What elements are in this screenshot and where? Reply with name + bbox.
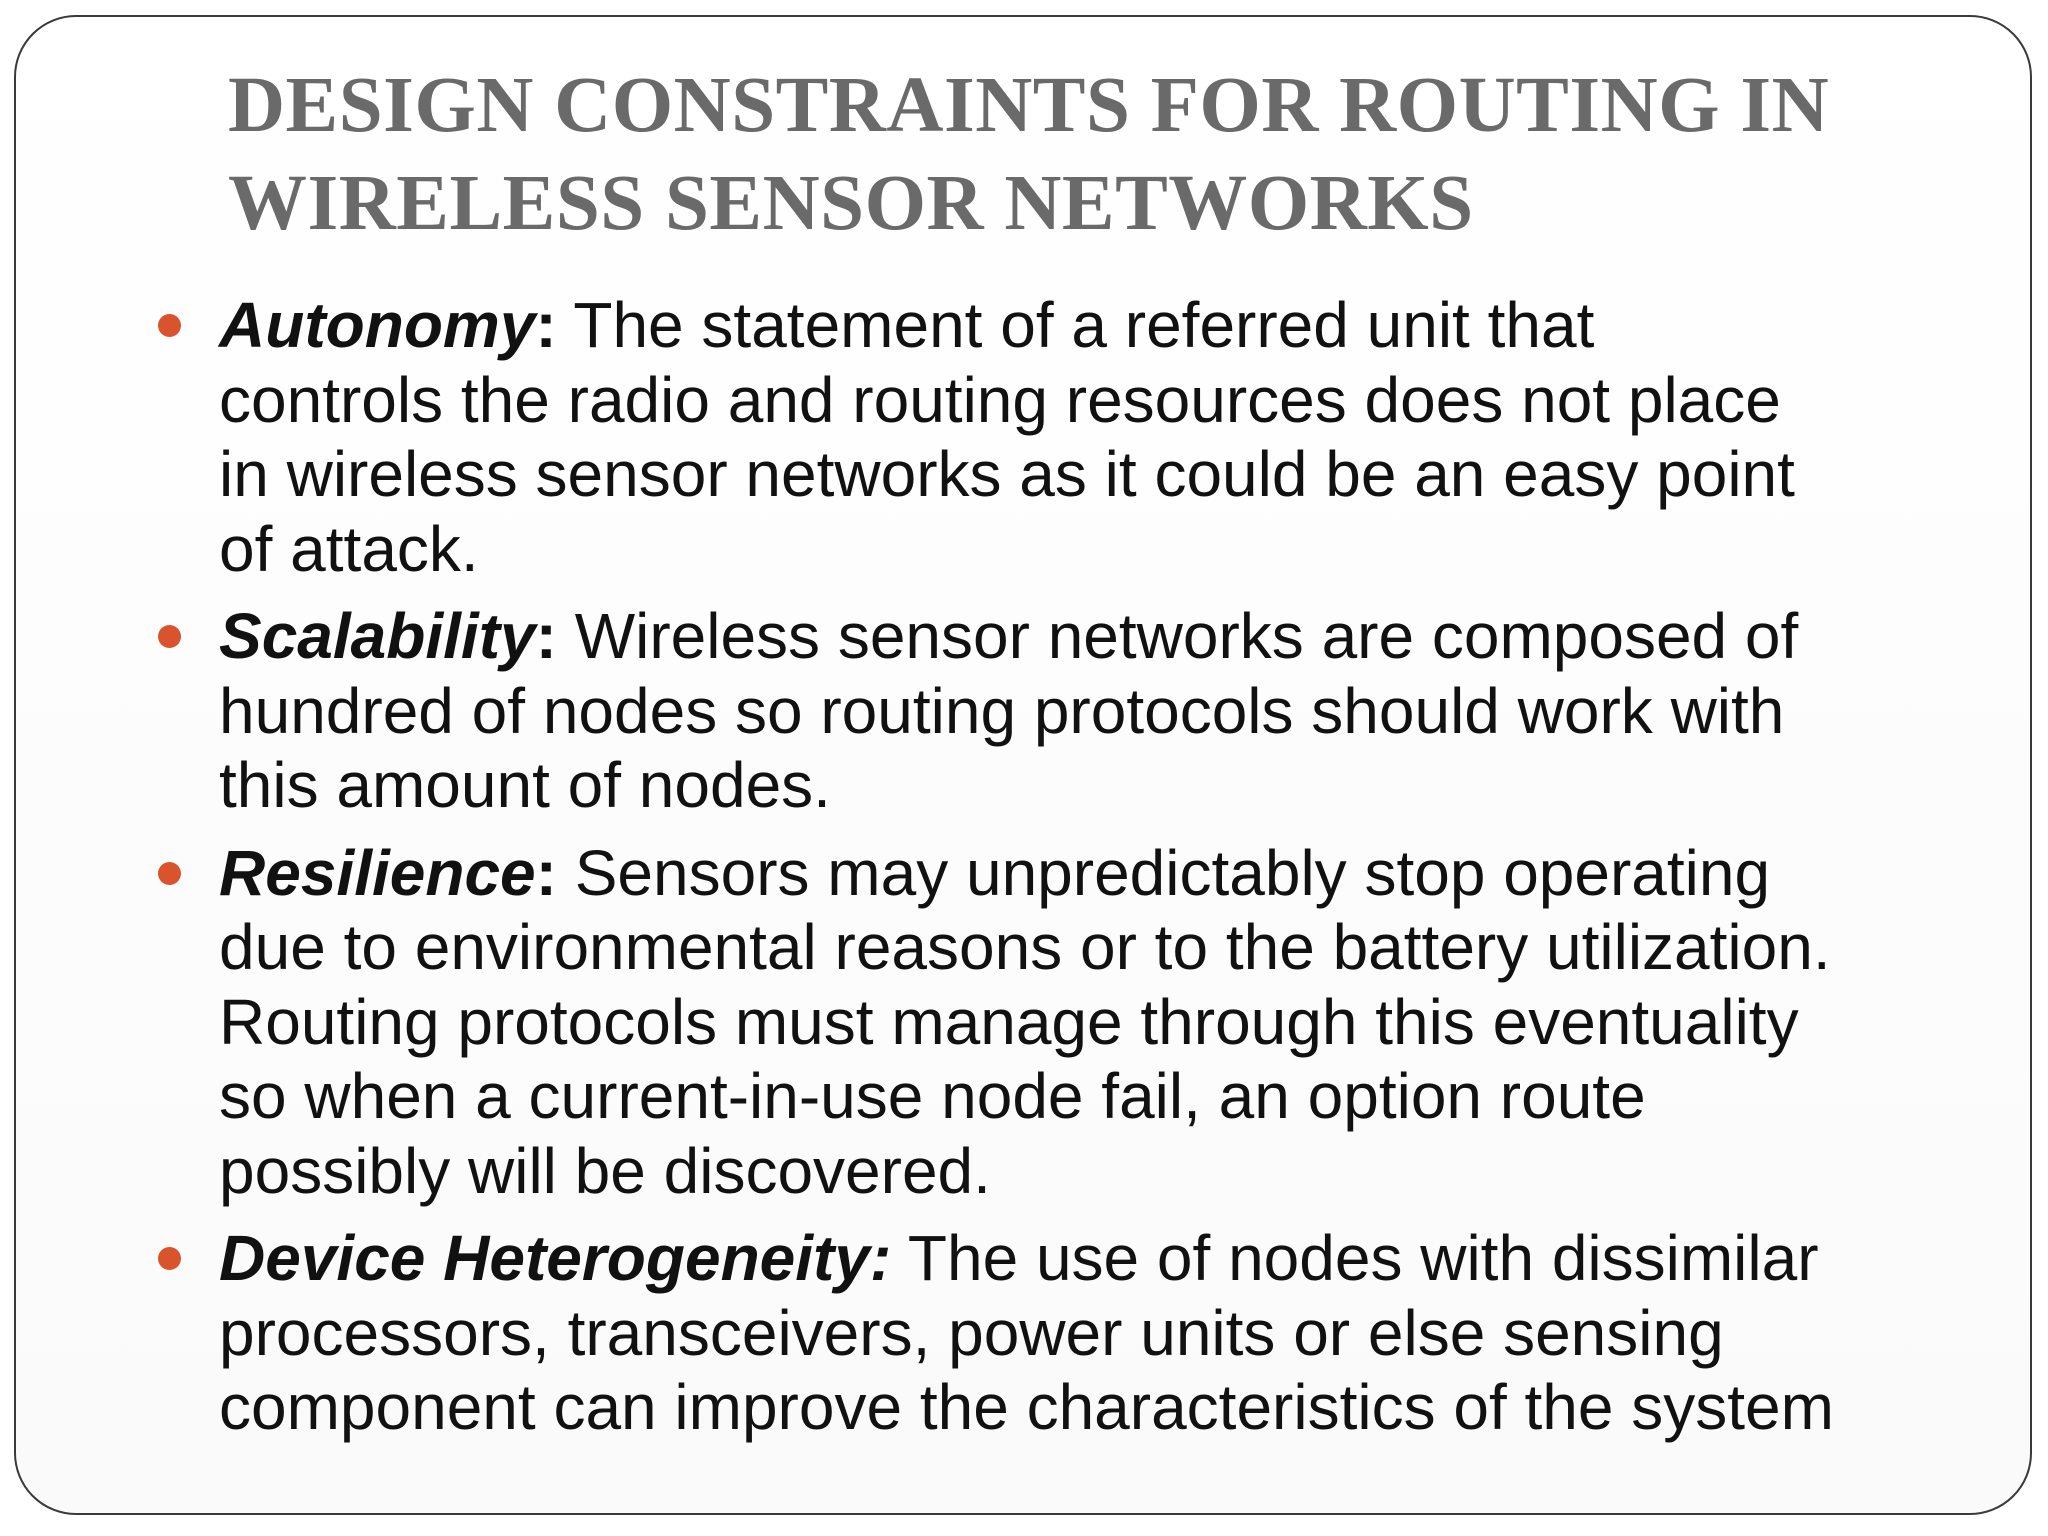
- bullet-resilience: [204, 836, 2004, 1209]
- bullet-line: [219, 599, 2004, 674]
- bullet-term: Resilience: [219, 836, 536, 909]
- slide-title-line-1: DESIGN CONSTRAINTS FOR ROUTING IN: [228, 62, 1830, 149]
- bullet-line: due to environmental reasons or to the battery utilization.: [219, 911, 1831, 983]
- bullet-line: [219, 1221, 2004, 1296]
- bullet-text: The statement of a referred unit that: [556, 289, 1595, 361]
- bullet-dot-icon: [158, 314, 181, 337]
- bullet-line: processors, transceivers, power units or else sensing: [219, 1296, 1724, 1369]
- slide-title-line-2: WIRELESS SENSOR NETWORKS: [228, 160, 1474, 247]
- bullet-scalability: [204, 599, 2004, 823]
- bullet-dot-icon: [158, 625, 181, 648]
- bullet-line: [219, 836, 2004, 911]
- bullet-colon: :: [535, 289, 557, 361]
- bullet-colon: :: [535, 600, 557, 672]
- bullet-term: Autonomy: [219, 289, 536, 361]
- bullet-line: hundred of nodes so routing protocols should work with: [219, 674, 1785, 747]
- bullet-line: controls the radio and routing resources does not place: [219, 363, 1781, 436]
- bullet-colon: :: [535, 836, 557, 909]
- bullet-device-heterogeneity: [204, 1221, 2004, 1445]
- bullet-text: Wireless sensor networks are composed of: [556, 600, 1799, 672]
- bullet-line: this amount of nodes.: [219, 749, 831, 821]
- bullet-dot-icon: [158, 862, 181, 885]
- bullet-term: Scalability: [219, 600, 536, 672]
- bullet-line: component can improve the characteristics of the system: [219, 1371, 1834, 1443]
- bullet-line: possibly will be discovered.: [219, 1134, 991, 1207]
- bullet-line: [219, 288, 2004, 363]
- bullet-line: Routing protocols must manage through this eventuality: [219, 985, 1799, 1058]
- bullet-list: [204, 288, 2004, 1458]
- bullet-autonomy: [204, 288, 2004, 586]
- slide-title: [228, 57, 1988, 253]
- bullet-line: so when a current-in-use node fail, an option route: [219, 1060, 1646, 1132]
- bullet-text: Sensors may unpredictably stop operating: [556, 836, 1771, 909]
- bullet-line: in wireless sensor networks as it could be an easy point: [219, 438, 1795, 510]
- bullet-text: The use of nodes with dissimilar: [891, 1222, 1819, 1294]
- bullet-dot-icon: [158, 1247, 181, 1270]
- bullet-line: of attack.: [219, 512, 479, 585]
- bullet-term: Device Heterogeneity:: [219, 1222, 892, 1294]
- slide-frame: [14, 15, 2032, 1515]
